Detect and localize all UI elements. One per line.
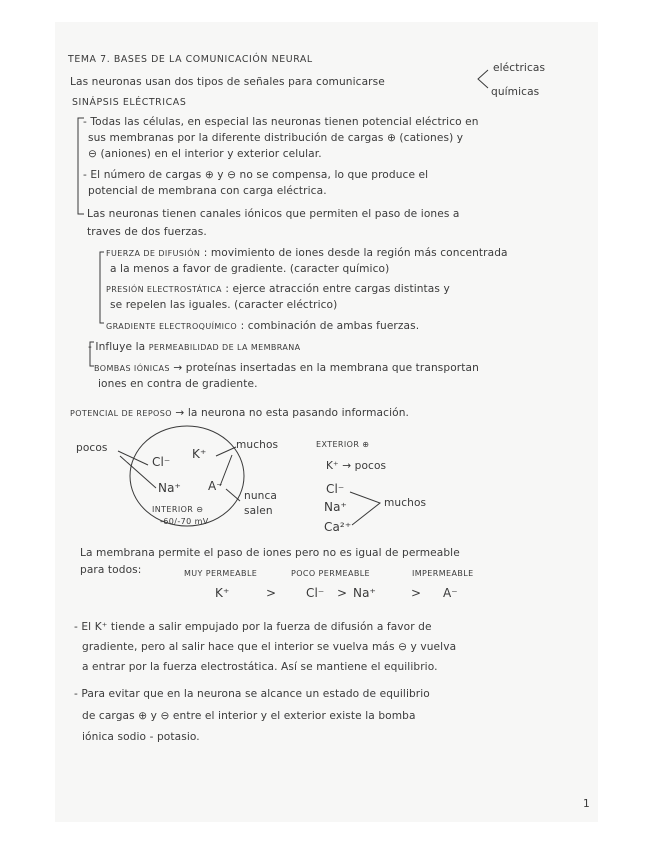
force-desc: : ejerce atracción entre cargas distintas y (225, 283, 450, 295)
synapse-p1-l1: - Todas las células, en especial las neuronas tienen potencial eléctrico en (83, 116, 479, 128)
types-brace (478, 70, 488, 88)
perm-line1: La membrana permite el paso de iones pero no es igual de permeable (80, 547, 460, 559)
permeability-caps: PERMEABILIDAD DE LA MEMBRANA (148, 343, 301, 352)
pumps-line (94, 362, 479, 374)
perm-header-high: MUY PERMEABLE (184, 569, 258, 578)
perm-a: A⁻ (443, 586, 458, 600)
rest-line (70, 407, 409, 419)
exterior-arrow (350, 492, 380, 525)
force-electrostatic (106, 283, 450, 295)
force-diffusion (106, 247, 508, 259)
cell-voltage: -60/-70 mV (160, 517, 209, 526)
cell-salen: salen (244, 505, 273, 517)
intro-text: Las neuronas usan dos tipos de señales para comunicarse (70, 76, 385, 88)
exterior-muchos: muchos (384, 497, 427, 509)
synapse-p3-l1: Las neuronas tienen canales iónicos que permiten el paso de iones a (87, 208, 460, 220)
exterior-ca: Ca²⁺ (324, 520, 352, 534)
cell-pocos: pocos (76, 442, 108, 454)
perm-cl: Cl⁻ (306, 586, 325, 600)
synapse-p2-l2: potencial de membrana con carga eléctrica. (88, 185, 327, 197)
force-desc: : combinación de ambas fuerzas. (240, 320, 420, 332)
exterior-na: Na⁺ (324, 500, 347, 514)
type-chemical: químicas (491, 86, 540, 98)
force-desc: : movimiento de iones desde la región más concentrada (203, 247, 508, 259)
exterior-k: K⁺ → pocos (326, 460, 387, 472)
force-name: PRESIÓN ELECTROSTÁTICA (106, 285, 222, 294)
force-electrochemical (106, 320, 419, 332)
note1-l1: - El K⁺ tiende a salir empujado por la fuerza de difusión a favor de (74, 621, 432, 633)
force-name: FUERZA DE DIFUSIÓN (106, 249, 201, 258)
pumps-desc: → proteínas insertadas en la membrana que transportan (173, 362, 479, 374)
perm-na: Na⁺ (353, 586, 376, 600)
synapse-p2-l1: - El número de cargas ⊕ y ⊖ no se compensa, lo que produce el (83, 169, 429, 181)
perm-gt2: > (337, 586, 348, 600)
pumps-line-2: iones en contra de gradiente. (98, 378, 258, 390)
cell-a: A⁻ (208, 479, 223, 493)
perm-header-low: POCO PERMEABLE (291, 569, 371, 578)
synapse-p1-l3: ⊖ (aniones) en el interior y exterior celular. (88, 148, 322, 160)
page-number: 1 (583, 798, 590, 810)
note2-l3: iónica sodio - potasio. (82, 731, 200, 743)
rest-heading: POTENCIAL DE REPOSO (70, 409, 172, 418)
pumps-name: BOMBAS IÓNICAS (94, 364, 170, 373)
perm-header-none: IMPERMEABLE (412, 569, 474, 578)
permeability-prefix: - Influye la (88, 341, 146, 353)
force-diffusion-l2: a la menos a favor de gradiente. (caracter químico) (110, 263, 390, 275)
page-title: TEMA 7. BASES DE LA COMUNICACIÓN NEURAL (68, 54, 313, 65)
perm-gt1: > (266, 586, 277, 600)
rest-desc: → la neurona no esta pasando información. (175, 407, 409, 419)
force-electrostatic-l2: se repelen las iguales. (caracter eléctrico) (110, 299, 338, 311)
cell-nunca: nunca (244, 490, 277, 502)
cell-k: K⁺ (192, 447, 207, 461)
note1-l3: a entrar por la fuerza electrostática. Así se mantiene el equilibrio. (82, 661, 438, 673)
perm-gt3: > (411, 586, 422, 600)
perm-line2: para todos: (80, 564, 142, 576)
synapse-p3-l2: traves de dos fuerzas. (87, 226, 207, 238)
exterior-label: EXTERIOR ⊕ (316, 440, 370, 449)
note1-l2: gradiente, pero al salir hace que el interior se vuelva más ⊖ y vuelva (82, 641, 457, 653)
cell-cl: Cl⁻ (152, 455, 171, 469)
synapse-p1-l2: sus membranas por la diferente distribución de cargas ⊕ (cationes) y (88, 132, 464, 144)
exterior-cl: Cl⁻ (326, 482, 345, 496)
synapse-heading: SINÁPSIS ELÉCTRICAS (72, 97, 187, 108)
synapse-bracket (78, 118, 84, 214)
note2-l2: de cargas ⊕ y ⊖ entre el interior y el exterior existe la bomba (82, 710, 416, 722)
force-name: GRADIENTE ELECTROQUÍMICO (106, 322, 238, 331)
forces-bracket (100, 252, 104, 323)
cell-interior: INTERIOR ⊖ (152, 505, 204, 514)
perm-k: K⁺ (215, 586, 230, 600)
cell-muchos: muchos (236, 439, 279, 451)
note2-l1: - Para evitar que en la neurona se alcance un estado de equilibrio (74, 688, 430, 700)
permeability-line (88, 341, 301, 353)
type-electric: eléctricas (493, 62, 546, 74)
cell-na: Na⁺ (158, 481, 181, 495)
